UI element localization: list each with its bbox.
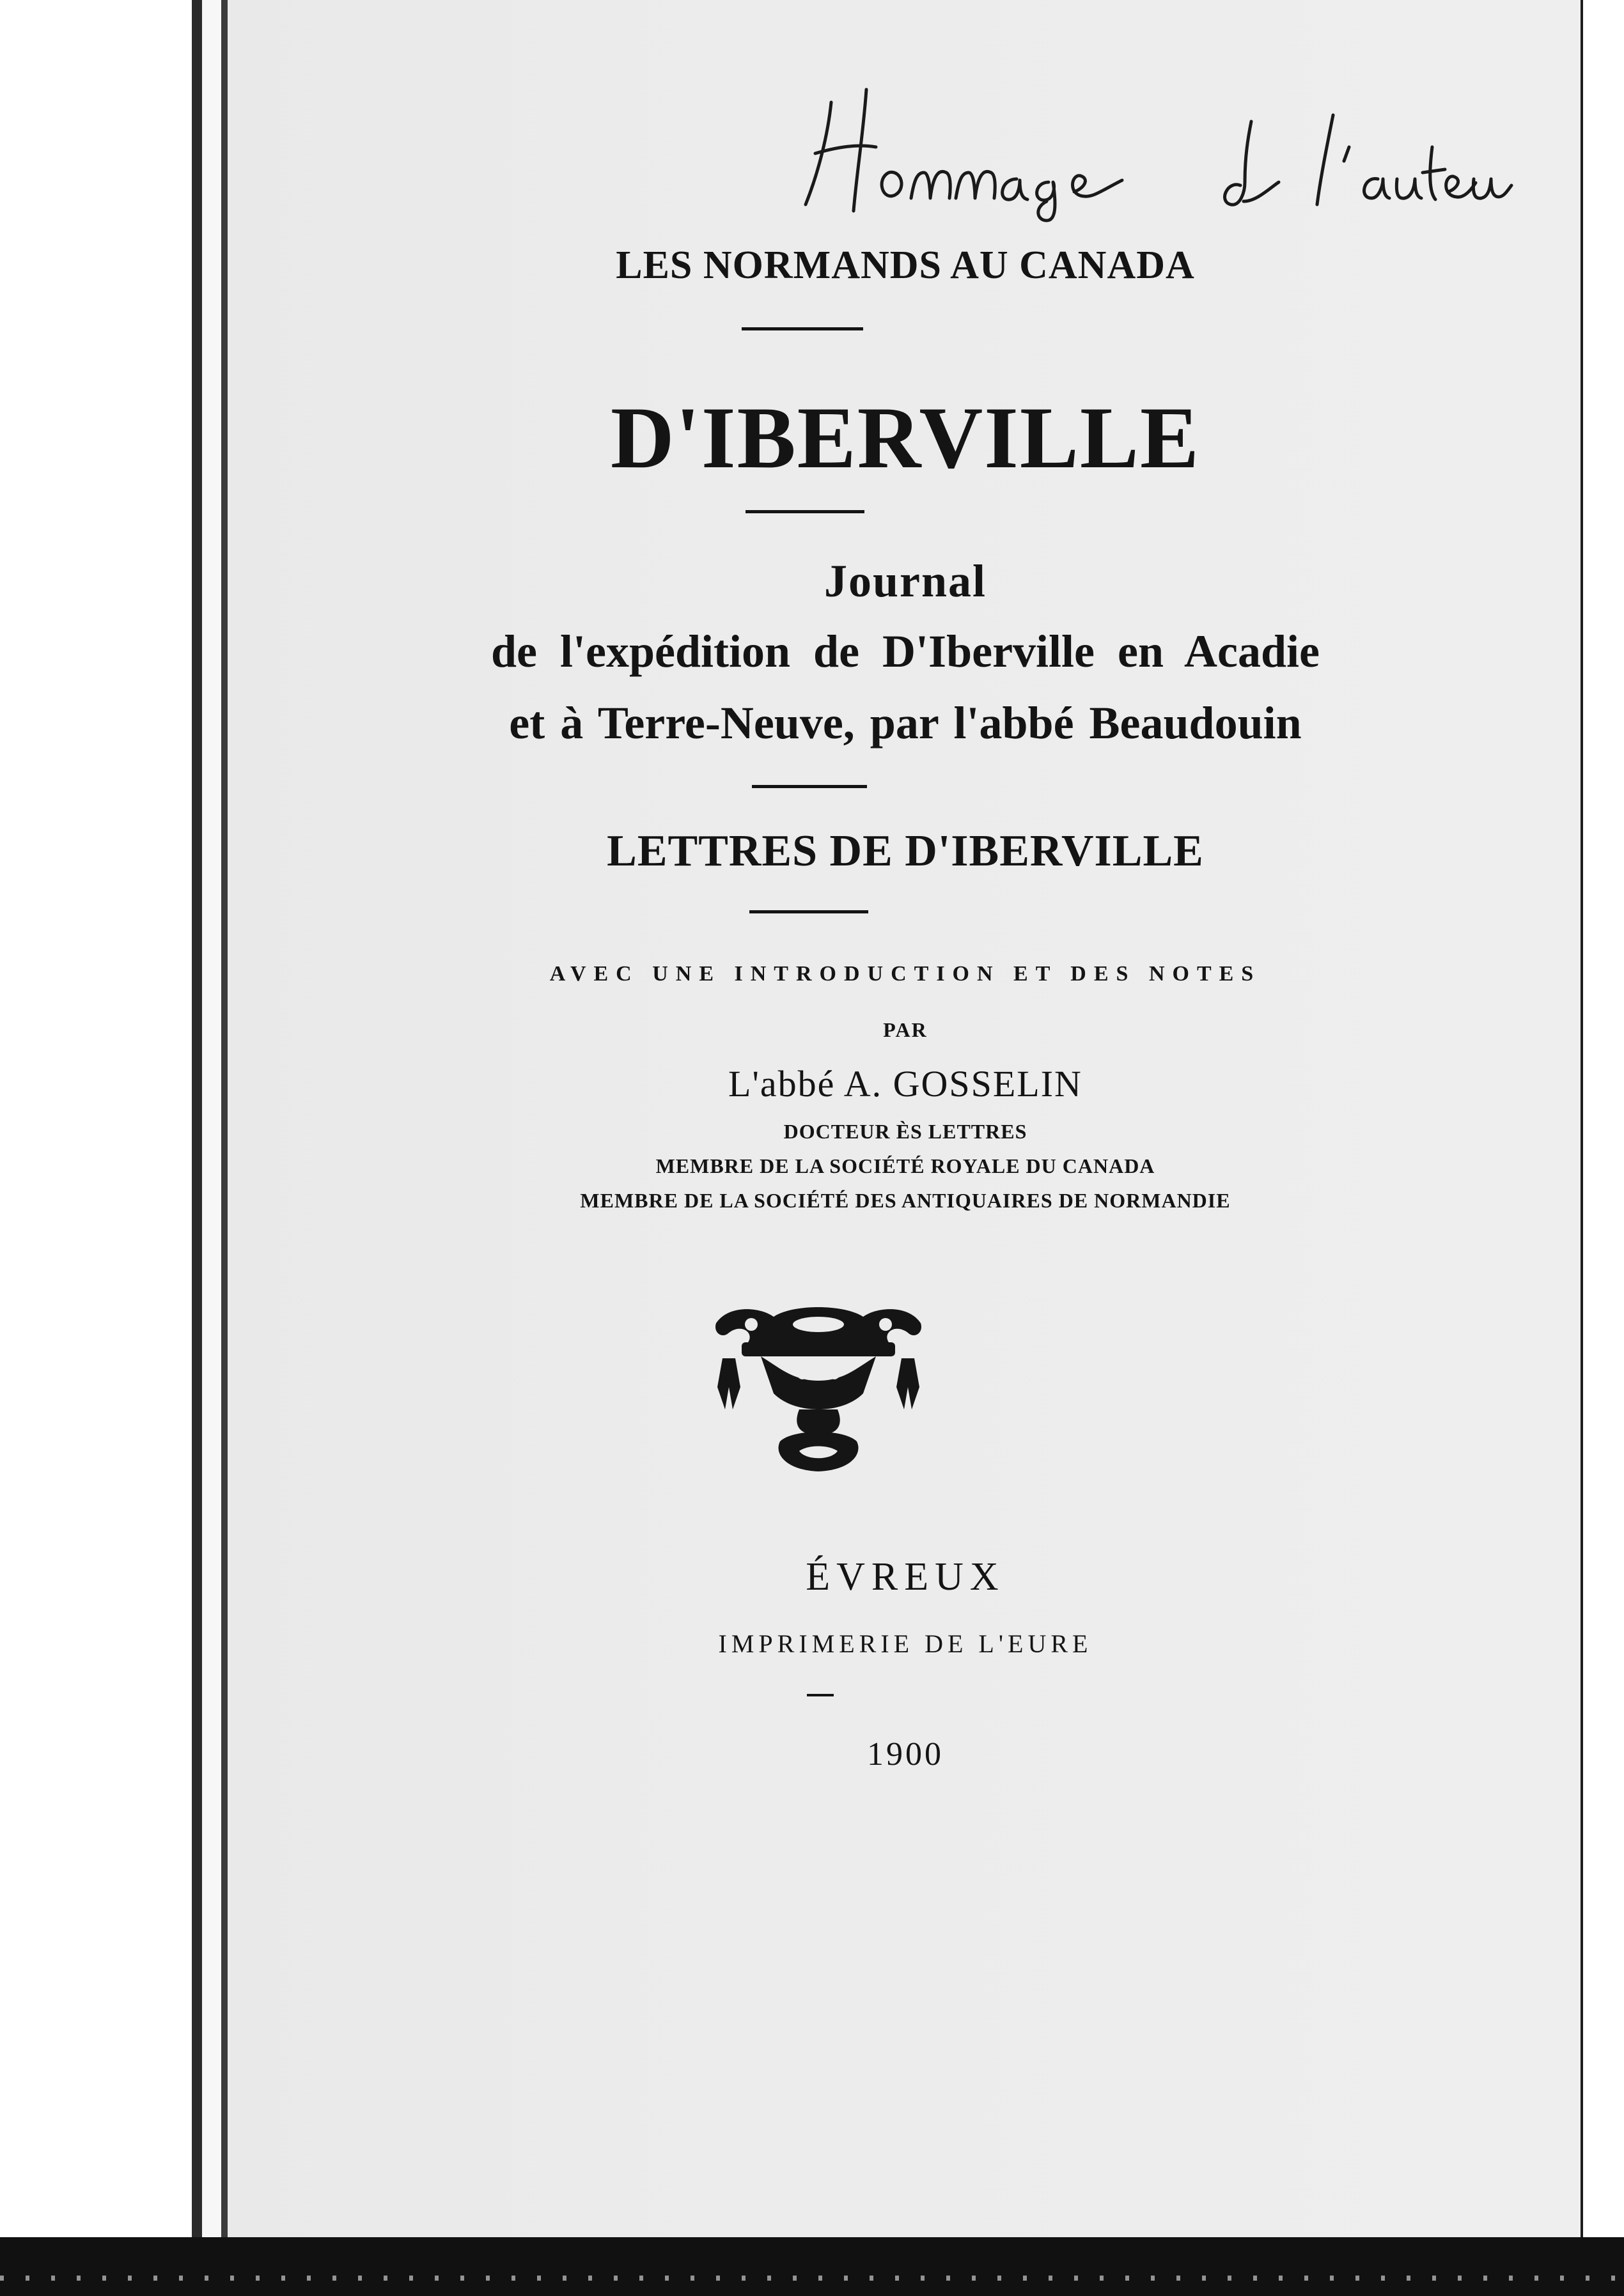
divider-rule <box>807 1694 834 1696</box>
scan-margin-right <box>1583 0 1624 2237</box>
divider-rule <box>742 327 863 330</box>
subtitle-line-2: et à Terre-Neuve, par l'abbé Beaudouin <box>509 697 1302 749</box>
main-title: D'IBERVILLE <box>610 389 1201 486</box>
handwritten-inscription <box>793 77 1522 230</box>
binding-edge <box>192 0 202 2296</box>
section-title: LETTRES DE D'IBERVILLE <box>607 826 1204 876</box>
scan-margin-left <box>0 0 192 2296</box>
introduction-note: AVEC UNE INTRODUCTION ET DES NOTES <box>549 962 1261 986</box>
subtitle-line-1: de l'expédition de D'Iberville en Acadie <box>491 626 1320 677</box>
author-credential: MEMBRE DE LA SOCIÉTÉ DES ANTIQUAIRES DE NORMANDIE <box>580 1189 1231 1212</box>
by-label: PAR <box>883 1018 928 1041</box>
scan-bottom-perforation <box>0 2276 1624 2281</box>
series-title: LES NORMANDS AU CANADA <box>616 244 1195 287</box>
title-page <box>228 0 1583 2237</box>
author-credential: DOCTEUR ÈS LETTRES <box>783 1120 1027 1143</box>
divider-rule <box>752 785 867 788</box>
imprint-year: 1900 <box>867 1736 944 1772</box>
binding-gap <box>202 0 221 2296</box>
imprint-printer: IMPRIMERIE DE L'EURE <box>718 1629 1093 1658</box>
binding-edge-inner <box>221 0 228 2296</box>
subtitle-journal: Journal <box>824 555 987 607</box>
divider-rule <box>746 510 864 513</box>
author-name: L'abbé A. GOSSELIN <box>728 1063 1082 1105</box>
scan-bottom-band <box>0 2237 1624 2296</box>
imprint-city: ÉVREUX <box>806 1555 1005 1599</box>
author-credential: MEMBRE DE LA SOCIÉTÉ ROYALE DU CANADA <box>655 1154 1155 1177</box>
printers-ornament-icon <box>703 1298 933 1477</box>
divider-rule <box>749 910 868 913</box>
